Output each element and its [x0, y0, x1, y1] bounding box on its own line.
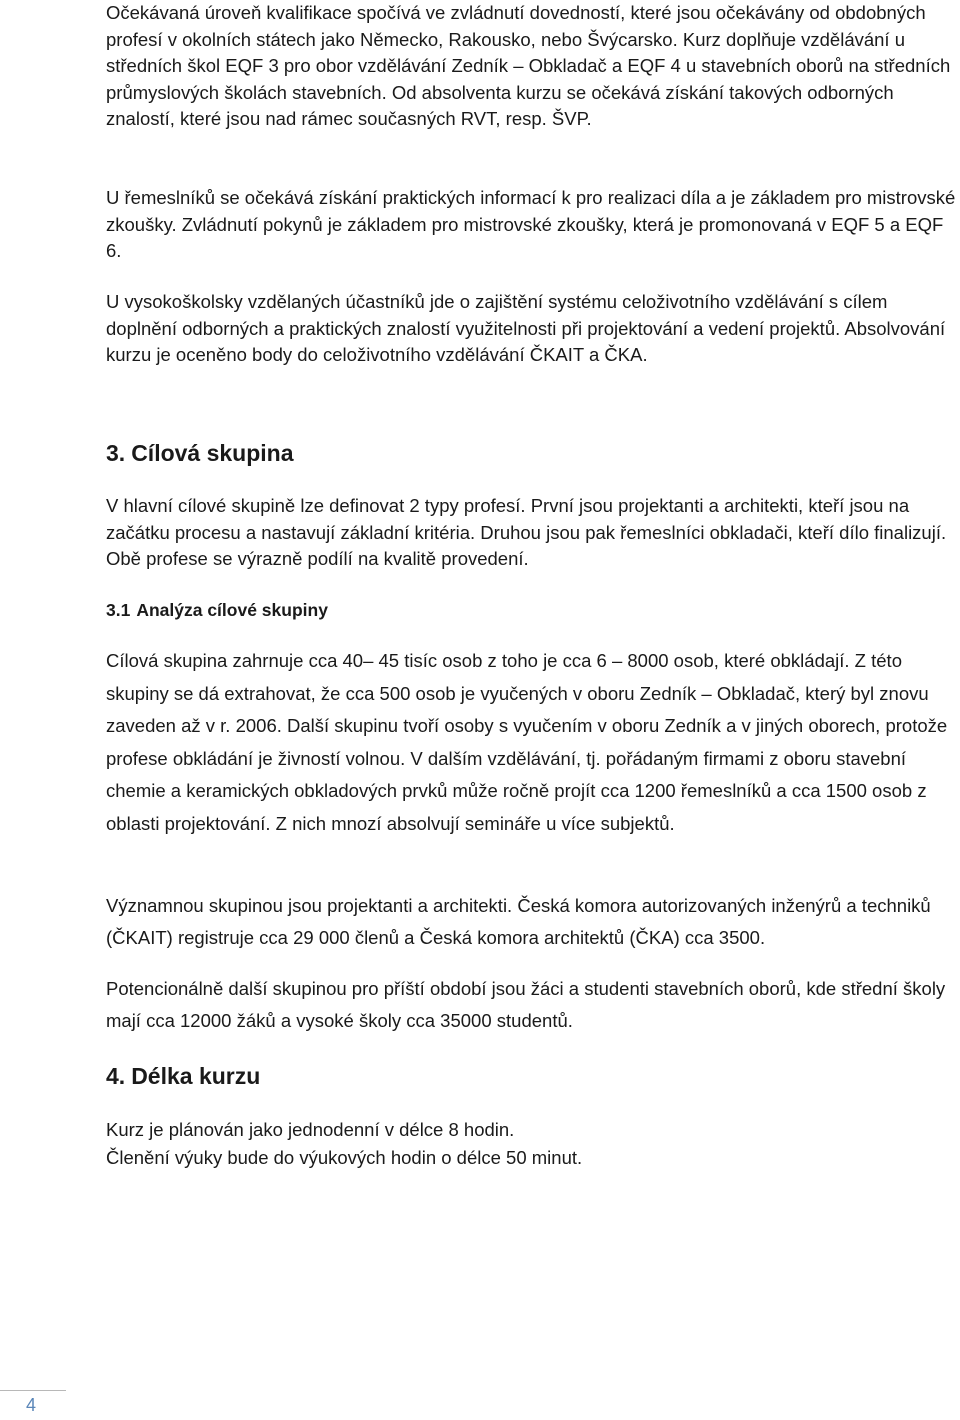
heading-course-length	[106, 1061, 260, 1091]
heading-target-group-analysis	[106, 598, 328, 622]
paragraph-course-length	[106, 1116, 956, 1172]
page-number: 4	[26, 1395, 37, 1415]
footer-divider	[0, 1390, 66, 1391]
paragraph-university-participants: U vysokoškolsky vzdělaných účastníků jde o zajištění systému celoživotního vzdělávání s cílem doplnění odborných a praktických znalostí využitelnosti při projektování a vedení projektů. Absolvování kurzu je oceněno body do celoživotního vzdělávání ČKAIT a ČKA.	[106, 291, 946, 365]
paragraph-students: Potencionálně další skupinou pro příští období jsou žáci a studenti stavebních oborů, kde střední školy mají cca 12000 žáků a vysoké školy cca 35000 studentů.	[106, 978, 946, 1031]
heading-number: 4.	[106, 1063, 126, 1089]
heading-text: Cílová skupina	[131, 440, 294, 466]
course-length-line: Kurz je plánován jako jednodenní v délce 8 hodin.	[106, 1119, 515, 1140]
paragraph-target-group-size: Cílová skupina zahrnuje cca 40– 45 tisíc osob z toho je cca 6 – 8000 osob, které obkládají. Z této skupiny se dá extrahovat, že cca 500 osob je vyučených v oboru Zedník – Obkladač, který byl znovu zaveden až v r. 2006. Další skupinu tvoří osoby s vyučením v oboru Zedník a v jiných oborech, protože profese obkládání je živností volnou. V dalším vzdělávání, tj. pořádaným firmami z oboru stavební chemie a keramických obkladových prvků může ročně projít cca 1200 řemeslníků a cca 1500 osob z oblasti projektování. Z nich mnozí absolvují semináře u více subjektů.	[106, 650, 948, 834]
heading-number: 3.1	[106, 600, 131, 620]
paragraph-craftsmen: U řemeslníků se očekává získání praktických informací k pro realizaci díla a je základem pro mistrovské zkoušky. Zvládnutí pokynů je základem pro mistrovské zkoušky, která je promonovaná v EQF 5 a EQF 6.	[106, 187, 956, 261]
paragraph-qualification-level: Očekávaná úroveň kvalifikace spočívá ve zvládnutí dovedností, které jsou očekávány od obdobných profesí v okolních státech jako Německo, Rakousko, nebo Švýcarsko. Kurz doplňuje vzdělávání u středních škol EQF 3 pro obor vzdělávání Zedník – Obkladač a EQF 4 u stavebních oborů na středních průmyslových školách stavebních. Od absolventa kurzu se očekává získání takových odborných znalostí, které jsou nad rámec současných RVT, resp. ŠVP.	[106, 2, 951, 129]
heading-text: Délka kurzu	[131, 1063, 261, 1089]
heading-number: 3.	[106, 440, 126, 466]
paragraph-target-group: V hlavní cílové skupině lze definovat 2 typy profesí. První jsou projektanti a architekti, kteří jsou na začátku procesu a nastavují základní kritéria. Druhou jsou pak řemeslníci obkladači, kteří dílo finalizují. Obě profese se výrazně podílí na kvalitě provedení.	[106, 495, 947, 569]
lesson-duration-line: Členění výuky bude do výukových hodin o délce 50 minut.	[106, 1147, 583, 1168]
heading-target-group	[106, 438, 294, 468]
heading-text: Analýza cílové skupiny	[136, 600, 328, 620]
paragraph-designers-architects: Významnou skupinou jsou projektanti a architekti. Česká komora autorizovaných inženýrů a techniků (ČKAIT) registruje cca 29 000 členů a Česká komora architektů (ČKA) cca 3500.	[106, 895, 931, 948]
